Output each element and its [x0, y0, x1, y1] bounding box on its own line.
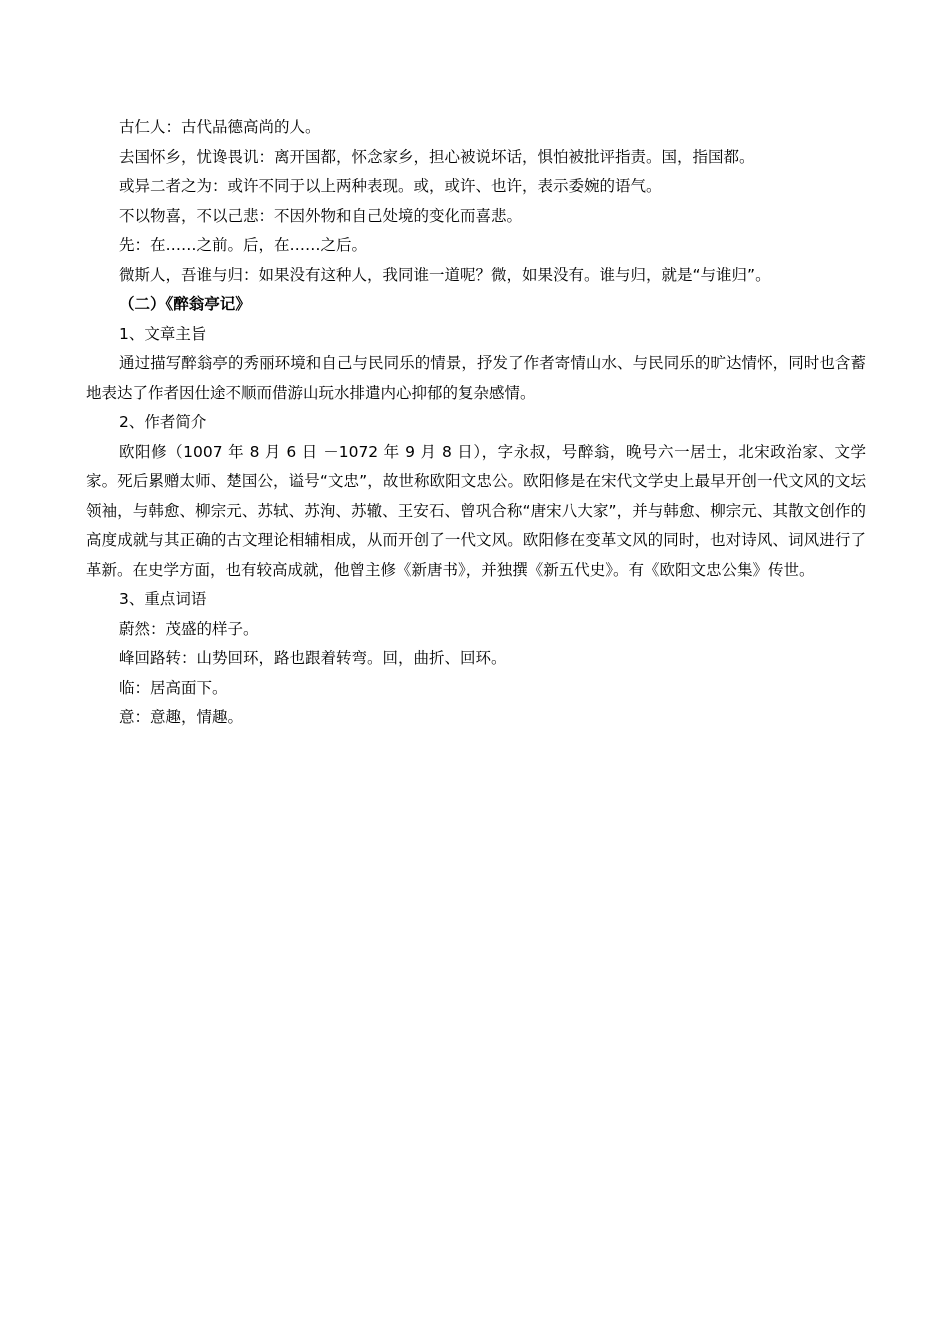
author-heading: 2、作者简介: [119, 413, 207, 431]
definition-line: 微斯人，吾谁与归：如果没有这种人，我同谁一道呢？微，如果没有。谁与归，就是“与谁归”。: [119, 265, 771, 284]
word-definition: 意：意趣，情趣。: [119, 708, 244, 726]
definition-line: 或异二者之为：或许不同于以上两种表现。或，或许、也许，表示委婉的语气。: [119, 177, 662, 195]
word-definition: 峰回路转：山势回环，路也跟着转弯。回，曲折、回环。: [119, 649, 507, 667]
definition-line: 去国怀乡，忧谗畏讥：离开国都，怀念家乡，担心被说坏话，惧怕被批评指责。国，指国都。: [119, 147, 755, 166]
section-title: （二）《醉翁亭记》: [119, 295, 251, 313]
word-definition: 临：居高面下。: [119, 678, 228, 697]
word-definition: 蔚然：茂盛的样子。: [119, 619, 259, 638]
definition-line: 不以物喜，不以己悲：不因外物和自己处境的变化而喜悲。: [119, 206, 523, 225]
words-heading: 3、重点词语: [119, 590, 207, 608]
theme-heading: 1、文章主旨: [119, 324, 207, 343]
document-page: [86, 113, 866, 733]
definition-line: 先：在……之前。后，在……之后。: [119, 236, 368, 254]
definition-line: 古仁人：古代品德高尚的人。: [119, 118, 321, 136]
theme-paragraph: 通过描写醉翁亭的秀丽环境和自己与民同乐的情景，抒发了作者寄情山水、与民同乐的旷达情怀，同时也含蓄地表达了作者因仕途不顺而借游山玩水排遣内心抑郁的复杂感情。: [86, 354, 866, 402]
author-paragraph: 欧阳修（1007 年 8 月 6 日 －1072 年 9 月 8 日），字永叔，号醉翁，晚号六一居士，北宋政治家、文学家。死后累赠太师、楚国公，谥号“文忠”，故世称欧阳文忠公。欧阳修是在宋代文学史上最早开创一代文风的文坛领袖，与韩愈、柳宗元、苏轼、苏洵、苏辙、王安石、曾巩合称“唐宋八大家”，并与韩愈、柳宗元、其散文创作的高度成就与其正确的古文理论相辅相成，从而开创了一代文风。欧阳修在变革文风的同时，也对诗风、词风进行了革新。在史学方面，也有较高成就，他曾主修《新唐书》，并独撰《新五代史》。有《欧阳文忠公集》传世。: [86, 442, 866, 579]
